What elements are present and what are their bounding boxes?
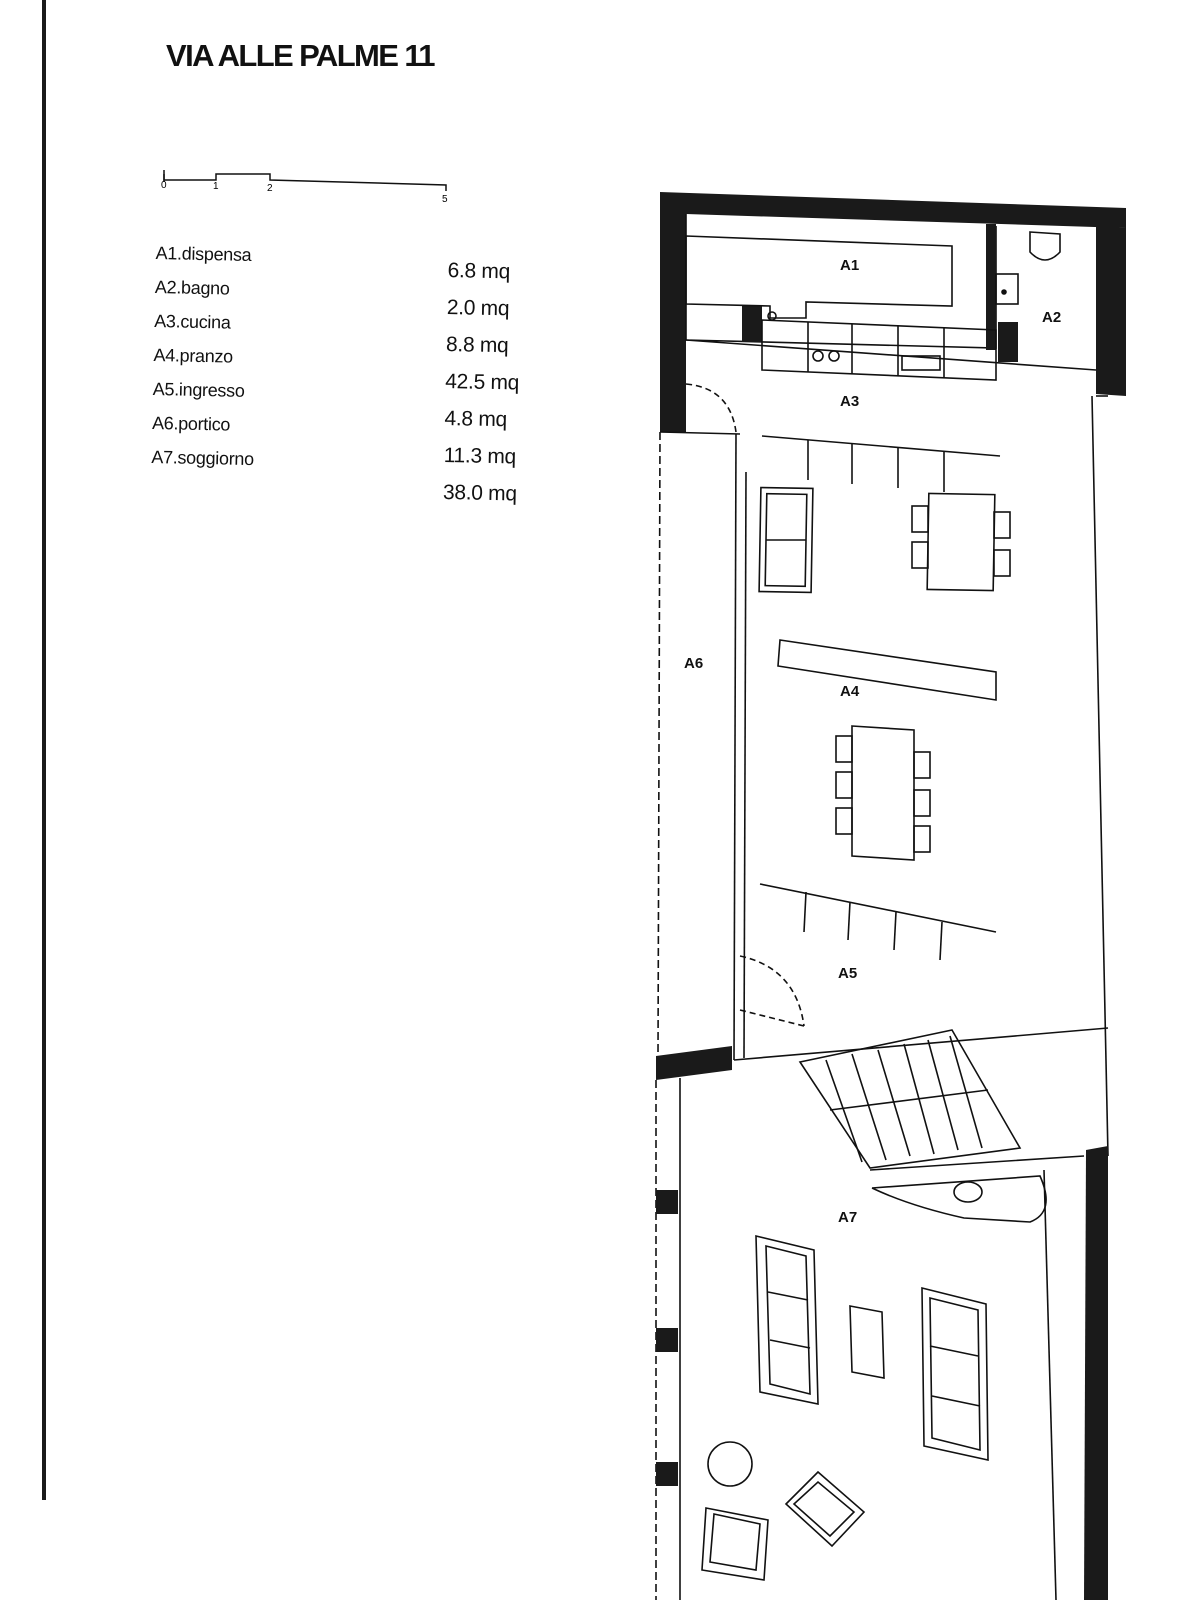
legend-label: A2.bagno — [154, 276, 230, 299]
page-binding-edge — [42, 0, 46, 1500]
legend-label: A6.portico — [151, 412, 231, 435]
room-label-a3: A3 — [840, 393, 860, 410]
scale-tick-1: 1 — [213, 181, 219, 192]
armchair — [786, 1472, 864, 1546]
wall-right-upper — [1096, 226, 1126, 396]
dining-table — [852, 726, 914, 860]
kitchen-island-top — [762, 436, 1000, 456]
room-label-a1: A1 — [840, 257, 860, 274]
pantry-counter — [686, 236, 952, 318]
scale-tick-5: 5 — [442, 194, 448, 205]
wall-lower — [656, 1046, 732, 1080]
legend-area: 6.8 mq — [447, 258, 511, 284]
side-table — [927, 493, 995, 590]
wall-pillar — [742, 306, 762, 342]
legend-area: 42.5 mq — [445, 369, 520, 395]
legend-area: 8.8 mq — [445, 332, 509, 358]
legend-area: 38.0 mq — [442, 480, 517, 506]
wall-pillar — [998, 322, 1018, 362]
legend-label: A4.pranzo — [153, 344, 234, 367]
legend-area: 2.0 mq — [446, 295, 510, 321]
legend-label: A7.soggiorno — [151, 446, 255, 470]
legend-area: 4.8 mq — [444, 406, 508, 432]
scale-tick-2: 2 — [267, 183, 273, 194]
wall-right-lower — [1084, 1146, 1108, 1600]
bench — [778, 640, 996, 700]
legend-area: 11.3 mq — [443, 443, 517, 469]
room-label-a6: A6 — [684, 655, 704, 672]
room-label-a5: A5 — [838, 965, 858, 982]
legend-label: A5.ingresso — [152, 378, 245, 401]
page-title: VIA ALLE PALME 11 — [166, 38, 434, 73]
room-legend-labels — [151, 236, 258, 476]
legend-label: A1.dispensa — [155, 242, 252, 265]
kitchen-counter — [762, 320, 996, 380]
staircase — [800, 1030, 1020, 1168]
floor-plan — [600, 170, 1160, 1600]
kitchen-island-bottom — [760, 884, 996, 932]
scale-tick-0: 0 — [161, 180, 167, 191]
wall-kitchen-thick — [986, 224, 996, 350]
room-label-a4: A4 — [840, 683, 860, 700]
scale-bar — [158, 164, 468, 210]
room-legend-areas — [443, 252, 522, 512]
coffee-table — [850, 1306, 884, 1378]
room-label-a2: A2 — [1042, 309, 1062, 326]
room-label-a7: A7 — [838, 1209, 858, 1226]
sofa-left — [756, 1236, 818, 1404]
legend-label: A3.cucina — [154, 310, 231, 333]
